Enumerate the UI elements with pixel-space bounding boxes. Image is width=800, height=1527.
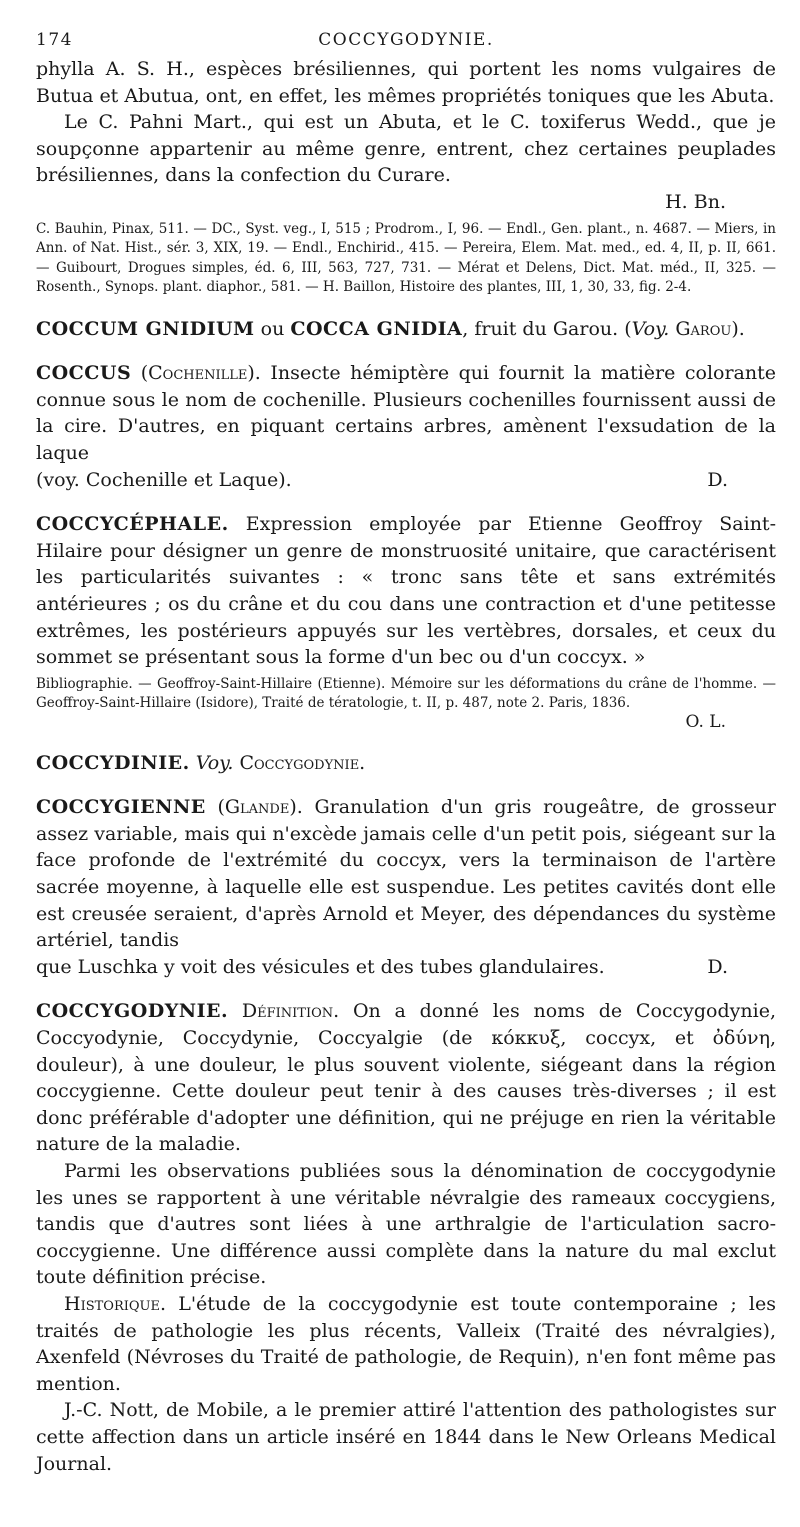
page xyxy=(36,30,776,1477)
cross-ref-coccygodynie: Coccygodynie. xyxy=(239,751,366,774)
coccus-last-line xyxy=(36,467,776,494)
coccus-last: (voy. Cochenille et Laque). xyxy=(36,468,292,491)
coccygodynie-paragraph-4: J.-C. Nott, de Mobile, a le premier attiré l'attention des pathologistes sur cette affection dans un article inséré en 1844 dans le New Orleans Medical Journal. xyxy=(36,1399,776,1475)
entry-coccygodynie xyxy=(36,998,776,1158)
signature-bn: H. Bn. xyxy=(665,190,726,213)
headword-coccycephale: COCCYCÉPHALE. xyxy=(36,513,229,536)
coccygienne-last: que Luschka y voit des vésicules et des tubes glandulaires. xyxy=(36,955,605,978)
coccygodynie-paragraph-3 xyxy=(36,1291,776,1397)
voy-label-2: Voy. xyxy=(195,751,234,774)
entry-coccus xyxy=(36,360,776,466)
cross-ref-garou: Garou xyxy=(675,317,732,340)
signature-d-2: D. xyxy=(707,955,728,978)
page-number: 174 xyxy=(36,30,73,50)
headword-coccum: COCCUM GNIDIUM xyxy=(36,317,255,340)
headword-cocca: COCCA GNIDIA xyxy=(290,317,463,340)
coccygienne-last-line xyxy=(36,954,776,981)
historique-label: Historique. xyxy=(64,1292,167,1315)
coccus-paren: (Cochenille). xyxy=(140,362,261,385)
coccycephale-text: Expression employée par Etienne Geoffroy Saint-Hilaire pour désigner un genre de monstruosité unitaire, que caractérisent les particularités suivantes : « tronc sans tête et sans extrémités antérieures ; os du crâne et du cou dans une contraction et d'une petitesse extrêmes, les postérieurs appuyés sur les vertèbres, dorsales, et ceux du sommet se présentant sous la forme d'un bec ou d'un coccyx. » xyxy=(36,513,776,669)
coccygienne-text: Granulation d'un gris rougeâtre, de grosseur assez variable, mais qui n'excède jamais celle d'un petit pois, siégeant sur la face profonde de l'extrémité du coccyx, vers la terminaison de l'artère sacrée moyenne, à laquelle elle est suspendue. Les petites cavités dont elle est creusée seraient, d'après Arnold et Meyer, des dépendances du système artériel, tandis xyxy=(36,796,777,952)
references-cocculus: C. Bauhin, Pinax, 511. — DC., Syst. veg., I, 515 ; Prodrom., I, 96. — Endl., Gen. plant., n. 4687. — Miers, in Ann. of Nat. Hist., sér. 3, XIX, 19. — Endl., Enchirid., 415. — Pereira, Elem. Mat. med., ed. 4, II, p. II, 661. — Guibourt, Drogues simples, éd. 6, III, 563, 727, 731. — Mérat et Delens, Dict. Mat. méd., II, 325. — Rosenth., Synops. plant. diaphor., 581. — H. Baillon, Histoire des plantes, III, 1, 30, 33, fig. 2-4. xyxy=(36,220,776,296)
running-title: COCCYGODYNIE. xyxy=(318,30,494,50)
coccygodynie-paragraph-2: Parmi les observations publiées sous la dénomination de coccygodynie les unes se rapportent à une véritable névralgie des rameaux coccygiens, tandis que d'autres sont liées à une arthralgie de l'articulation sacro-coccygienne. Une différence aussi complète dans la nature du mal exclut toute définition précise. xyxy=(36,1160,776,1289)
entry-coccum xyxy=(36,316,776,343)
bibliography-coccycephale: Bibliographie. — Geoffroy-Saint-Hillaire (Etienne). Mémoire sur les déformations du crâne de l'homme. — Geoffroy-Saint-Hillaire (Isidore), Traité de tératologie, t. II, p. 487, note 2. Paris, 1836. xyxy=(36,675,776,712)
connector: ou xyxy=(260,317,285,340)
coccygodynie-definition: On a donné les noms de Coccygodynie, Coccyodynie, Coccydynie, Coccyalgie (de κόκκυξ, coccyx, et ὀδύνη, douleur), à une douleur, le plus souvent violente, siégeant dans la région coccygienne. Cette douleur peut tenir à des causes très-diverses ; il est donc préférable d'adopter une définition, qui ne préjuge en rien la véritable nature de la maladie. xyxy=(36,1000,776,1156)
paragraph-intro: phylla A. S. H., espèces brésiliennes, qui portent les noms vulgaires de Butua et Abutua, ont, en effet, les mêmes propriétés toniques que les Abuta. xyxy=(36,58,776,107)
coccus-text: Insecte hémiptère qui fournit la matière colorante connue sous le nom de cochenille. Plusieurs cochenilles fournissent aussi de la cire. D'autres, en piquant certains arbres, amènent l'exsudation de la laque xyxy=(36,362,776,464)
entry-coccydinie xyxy=(36,750,776,777)
headword-coccygodynie: COCCYGODYNIE. xyxy=(36,1000,229,1023)
coccum-close: ). xyxy=(731,317,745,340)
headword-coccygienne: COCCYGIENNE xyxy=(36,796,206,819)
signature-ol: O. L. xyxy=(685,711,726,732)
historique-text: L'étude de la coccygodynie est toute contemporaine ; les traités de pathologie les plus récents, Valleix (Traité des névralgies), Axenfeld (Névroses du Traité de pathologie, de Requin), n'en font même pas mention. xyxy=(36,1292,777,1395)
signature-d: D. xyxy=(707,468,728,491)
definition-label: Définition. xyxy=(241,1000,340,1023)
running-head xyxy=(36,30,776,56)
headword-coccus: COCCUS xyxy=(36,362,132,385)
voy-label: Voy. xyxy=(631,317,670,340)
entry-coccygienne xyxy=(36,794,776,954)
coccum-text: , fruit du Garou. ( xyxy=(462,317,632,340)
paragraph-pahni: Le C. Pahni Mart., qui est un Abuta, et le C. toxiferus Wedd., que je soupçonne appartenir au même genre, entrent, chez certaines peuplades brésiliennes, dans la confection du Curare. xyxy=(36,111,776,187)
coccygienne-paren: (Glande). xyxy=(217,796,303,819)
headword-coccydinie: COCCYDINIE. xyxy=(36,751,190,774)
entry-coccycephale xyxy=(36,511,776,671)
